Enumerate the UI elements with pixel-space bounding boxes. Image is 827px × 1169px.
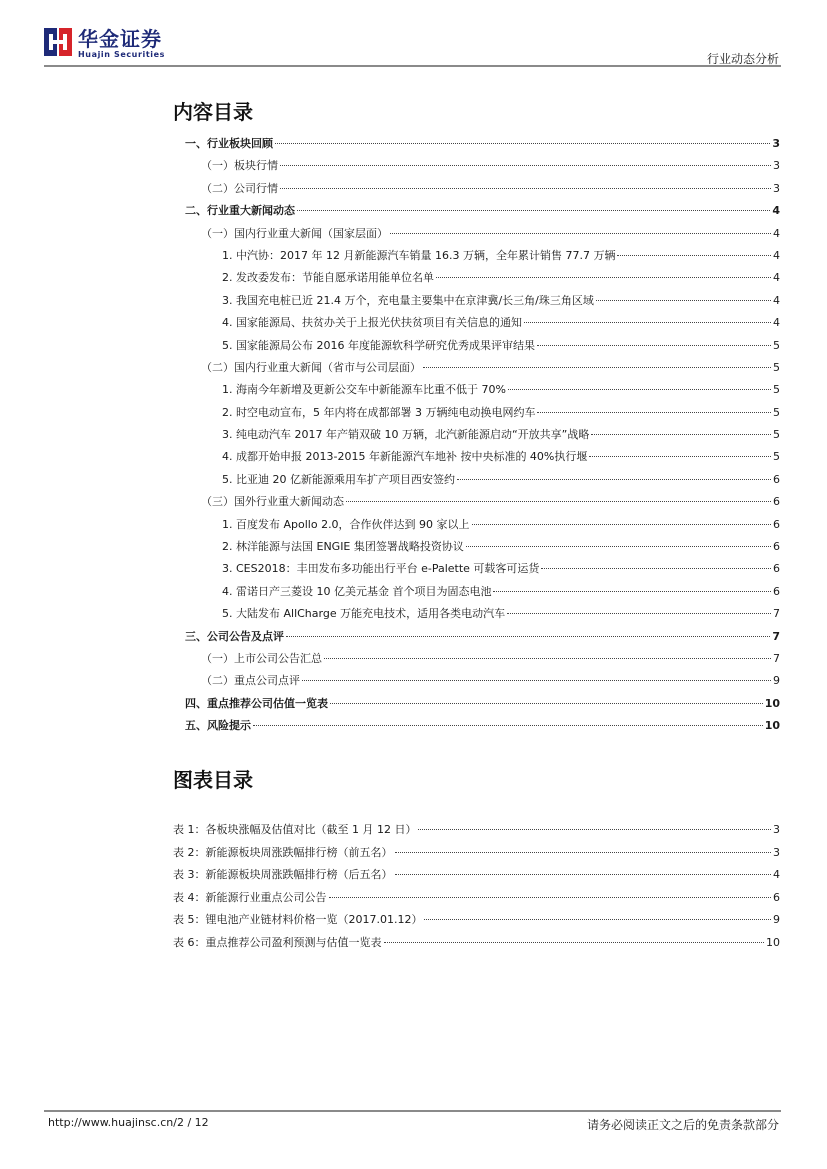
toc-entry-page-number: 5 <box>773 383 780 397</box>
dot-leader <box>253 725 763 726</box>
toc-entry-page-number: 7 <box>772 629 780 643</box>
dot-leader <box>424 919 771 920</box>
footer-divider <box>44 1110 781 1112</box>
toc-entry-text: （二）公司行情 <box>201 181 278 195</box>
toc-entry-text: 5. 比亚迪 20 亿新能源乘用车扩产项目西安签约 <box>222 472 455 486</box>
dot-leader <box>507 613 771 614</box>
toc-entry-page-number: 5 <box>773 338 780 352</box>
toc-entry-text: 二、行业重大新闻动态 <box>185 204 295 218</box>
figure-entry-text: 表 6：重点推荐公司盈利预测与估值一览表 <box>173 935 382 949</box>
toc-entry[interactable] <box>173 536 780 558</box>
figure-entry-page-number: 6 <box>773 890 780 904</box>
dot-leader <box>436 277 771 278</box>
toc-entry[interactable] <box>173 626 780 648</box>
figure-entry[interactable] <box>173 842 780 865</box>
toc-entry-page-number: 6 <box>773 472 780 486</box>
huajin-logo-icon <box>44 28 72 56</box>
figure-entry[interactable] <box>173 864 780 887</box>
toc-entry-page-number: 5 <box>773 405 780 419</box>
report-type-label: 行业动态分析 <box>706 52 779 66</box>
toc-entry-page-number: 4 <box>773 248 780 262</box>
toc-entry-page-number: 6 <box>773 517 780 531</box>
dot-leader <box>493 591 771 592</box>
toc-entry-page-number: 3 <box>773 159 780 173</box>
toc-entry[interactable] <box>173 379 780 401</box>
dot-leader <box>280 188 771 189</box>
dot-leader <box>395 874 772 875</box>
figure-entry-text: 表 3：新能源板块周涨跌幅排行榜（后五名） <box>173 868 393 881</box>
logo-name-cn: 华金证券 <box>78 27 162 51</box>
toc-entry-text: 3. 纯电动汽车 2017 年产销双破 10 万辆，北汽新能源启动“开放共享”战略 <box>222 428 590 442</box>
dot-leader <box>297 210 770 211</box>
dot-leader <box>330 703 763 704</box>
figure-entry[interactable] <box>173 932 780 955</box>
dot-leader <box>324 658 771 659</box>
dot-leader <box>466 546 771 547</box>
toc-entry-page-number: 6 <box>773 495 780 509</box>
toc-entry-page-number: 3 <box>772 137 780 150</box>
toc-list <box>173 133 780 738</box>
toc-entry-page-number: 7 <box>773 607 780 621</box>
toc-entry-page-number: 5 <box>773 450 780 464</box>
toc-entry[interactable] <box>173 670 780 692</box>
toc-entry[interactable] <box>173 424 780 446</box>
header-divider <box>44 65 781 67</box>
dot-leader <box>384 942 765 943</box>
toc-entry-text: 2. 发改委发布：节能自愿承诺用能单位名单 <box>222 271 434 285</box>
dot-leader <box>423 367 771 368</box>
figure-entry-page-number: 3 <box>773 823 780 836</box>
dot-leader <box>541 568 771 569</box>
toc-entry-text: 4. 成都开始申报 2013-2015 年新能源汽车地补 按中央标准的 40%执行堰 <box>222 450 588 464</box>
toc-entry-text: （一）上市公司公告汇总 <box>201 651 322 665</box>
toc-entry-text: 1. 百度发布 Apollo 2.0，合作伙伴达到 90 家以上 <box>222 517 470 531</box>
toc-entry-text: 一、行业板块回顾 <box>185 137 273 150</box>
figure-entry[interactable] <box>173 887 780 910</box>
toc-entry-page-number: 4 <box>773 271 780 285</box>
toc-entry-text: 3. CES2018：丰田发布多功能出行平台 e-Palette 可载客可运货 <box>222 562 540 576</box>
dot-leader <box>537 412 771 413</box>
toc-entry-text: 1. 中汽协：2017 年 12 月新能源汽车销量 16.3 万辆，全年累计销售 77.7 万辆 <box>222 248 616 262</box>
toc-entry[interactable] <box>173 133 780 155</box>
toc-entry-text: 四、重点推荐公司估值一览表 <box>185 696 328 710</box>
toc-entry-text: 2. 时空电动宣布，5 年内将在成都部署 3 万辆纯电动换电网约车 <box>222 405 536 419</box>
toc-entry-text: （二）重点公司点评 <box>201 674 300 688</box>
toc-entry-text: 4. 雷诺日产三菱设 10 亿美元基金 首个项目为固态电池 <box>222 584 492 598</box>
toc-entry[interactable] <box>173 155 780 177</box>
toc-entry[interactable] <box>173 491 780 513</box>
dot-leader <box>537 345 771 346</box>
toc-entry[interactable] <box>173 581 780 603</box>
toc-entry[interactable] <box>173 446 780 468</box>
toc-entry-text: （二）国内行业重大新闻（省市与公司层面） <box>201 360 421 374</box>
toc-entry-page-number: 4 <box>773 293 780 307</box>
dot-leader <box>508 389 771 390</box>
toc-entry[interactable] <box>173 223 780 245</box>
figure-list-title: 图表目录 <box>173 768 253 792</box>
toc-entry-page-number: 4 <box>772 204 780 218</box>
figure-entry-text: 表 2：新能源板块周涨跌幅排行榜（前五名） <box>173 845 393 859</box>
company-logo <box>44 28 165 60</box>
toc-entry[interactable] <box>173 200 780 222</box>
dot-leader <box>589 456 771 457</box>
toc-entry[interactable] <box>173 178 780 200</box>
toc-entry[interactable] <box>173 357 780 379</box>
dot-leader <box>418 829 771 830</box>
toc-entry[interactable] <box>173 402 780 424</box>
dot-leader <box>329 897 772 898</box>
toc-entry-page-number: 9 <box>773 674 780 688</box>
toc-entry-text: 3. 我国充电桩已近 21.4 万个，充电量主要集中在京津冀/长三角/珠三角区域 <box>222 293 594 307</box>
dot-leader <box>472 524 771 525</box>
toc-entry-page-number: 5 <box>773 428 780 442</box>
toc-entry[interactable] <box>173 245 780 267</box>
toc-entry-page-number: 3 <box>773 181 780 195</box>
dot-leader <box>395 852 772 853</box>
figure-entry-page-number: 9 <box>773 913 780 926</box>
dot-leader <box>596 300 771 301</box>
toc-title: 内容目录 <box>173 100 253 124</box>
figure-entry-page-number: 10 <box>766 935 780 949</box>
toc-entry-page-number: 6 <box>773 540 780 554</box>
figure-entry[interactable] <box>173 909 780 932</box>
toc-entry-text: 5. 大陆发布 AllCharge 万能充电技术，适用各类电动汽车 <box>222 607 506 621</box>
toc-entry-text: （一）板块行情 <box>201 159 278 173</box>
toc-entry-text: （三）国外行业重大新闻动态 <box>201 495 344 509</box>
footer-disclaimer: 请务必阅读正文之后的免责条款部分 <box>586 1118 779 1132</box>
toc-entry-page-number: 4 <box>773 316 780 330</box>
toc-entry-text: 五、风险提示 <box>185 719 251 733</box>
toc-entry-page-number: 4 <box>773 226 780 240</box>
toc-entry[interactable] <box>173 335 780 357</box>
toc-entry-text: 2. 林洋能源与法国 ENGIE 集团签署战略投资协议 <box>222 540 464 554</box>
logo-name-en: Huajin Securities <box>78 50 166 59</box>
toc-entry[interactable] <box>173 558 780 580</box>
toc-entry-text: 4. 国家能源局、扶贫办关于上报光伏扶贫项目有关信息的通知 <box>222 316 522 330</box>
toc-entry[interactable] <box>173 312 780 334</box>
figure-entry-page-number: 4 <box>773 868 780 881</box>
toc-entry[interactable] <box>173 290 780 312</box>
dot-leader <box>302 680 771 681</box>
dot-leader <box>591 434 771 435</box>
toc-entry-page-number: 7 <box>773 651 780 665</box>
toc-entry-page-number: 5 <box>773 360 780 374</box>
dot-leader <box>617 255 771 256</box>
toc-entry-page-number: 10 <box>764 696 780 710</box>
dot-leader <box>275 143 770 144</box>
figure-list <box>173 819 780 954</box>
toc-entry-page-number: 6 <box>773 562 780 576</box>
toc-entry-page-number: 10 <box>764 719 780 733</box>
toc-entry[interactable] <box>173 514 780 536</box>
toc-entry-text: （一）国内行业重大新闻（国家层面） <box>201 226 388 240</box>
dot-leader <box>457 479 771 480</box>
toc-entry[interactable] <box>173 715 780 737</box>
dot-leader <box>524 322 771 323</box>
toc-entry[interactable] <box>173 267 780 289</box>
dot-leader <box>390 233 771 234</box>
toc-entry-text: 5. 国家能源局公布 2016 年度能源软科学研究优秀成果评审结果 <box>222 338 535 352</box>
figure-entry-text: 表 5：锂电池产业链材料价格一览（2017.01.12） <box>173 913 423 926</box>
toc-entry-text: 1. 海南今年新增及更新公交车中新能源车比重不低于 70% <box>222 383 506 397</box>
dot-leader <box>286 636 770 637</box>
dot-leader <box>280 165 771 166</box>
toc-entry[interactable] <box>173 469 780 491</box>
toc-entry[interactable] <box>173 603 780 625</box>
toc-entry[interactable] <box>173 693 780 715</box>
toc-entry-text: 三、公司公告及点评 <box>185 629 284 643</box>
dot-leader <box>346 501 771 502</box>
figure-entry-text: 表 1：各板块涨幅及估值对比（截至 1 月 12 日） <box>173 823 417 836</box>
toc-entry-page-number: 6 <box>773 584 780 598</box>
toc-entry[interactable] <box>173 648 780 670</box>
figure-entry-text: 表 4：新能源行业重点公司公告 <box>173 890 327 904</box>
figure-entry-page-number: 3 <box>773 845 780 859</box>
figure-entry[interactable] <box>173 819 780 842</box>
footer-url[interactable]: http://www.huajinsc.cn/2 / 12 <box>48 1116 209 1129</box>
